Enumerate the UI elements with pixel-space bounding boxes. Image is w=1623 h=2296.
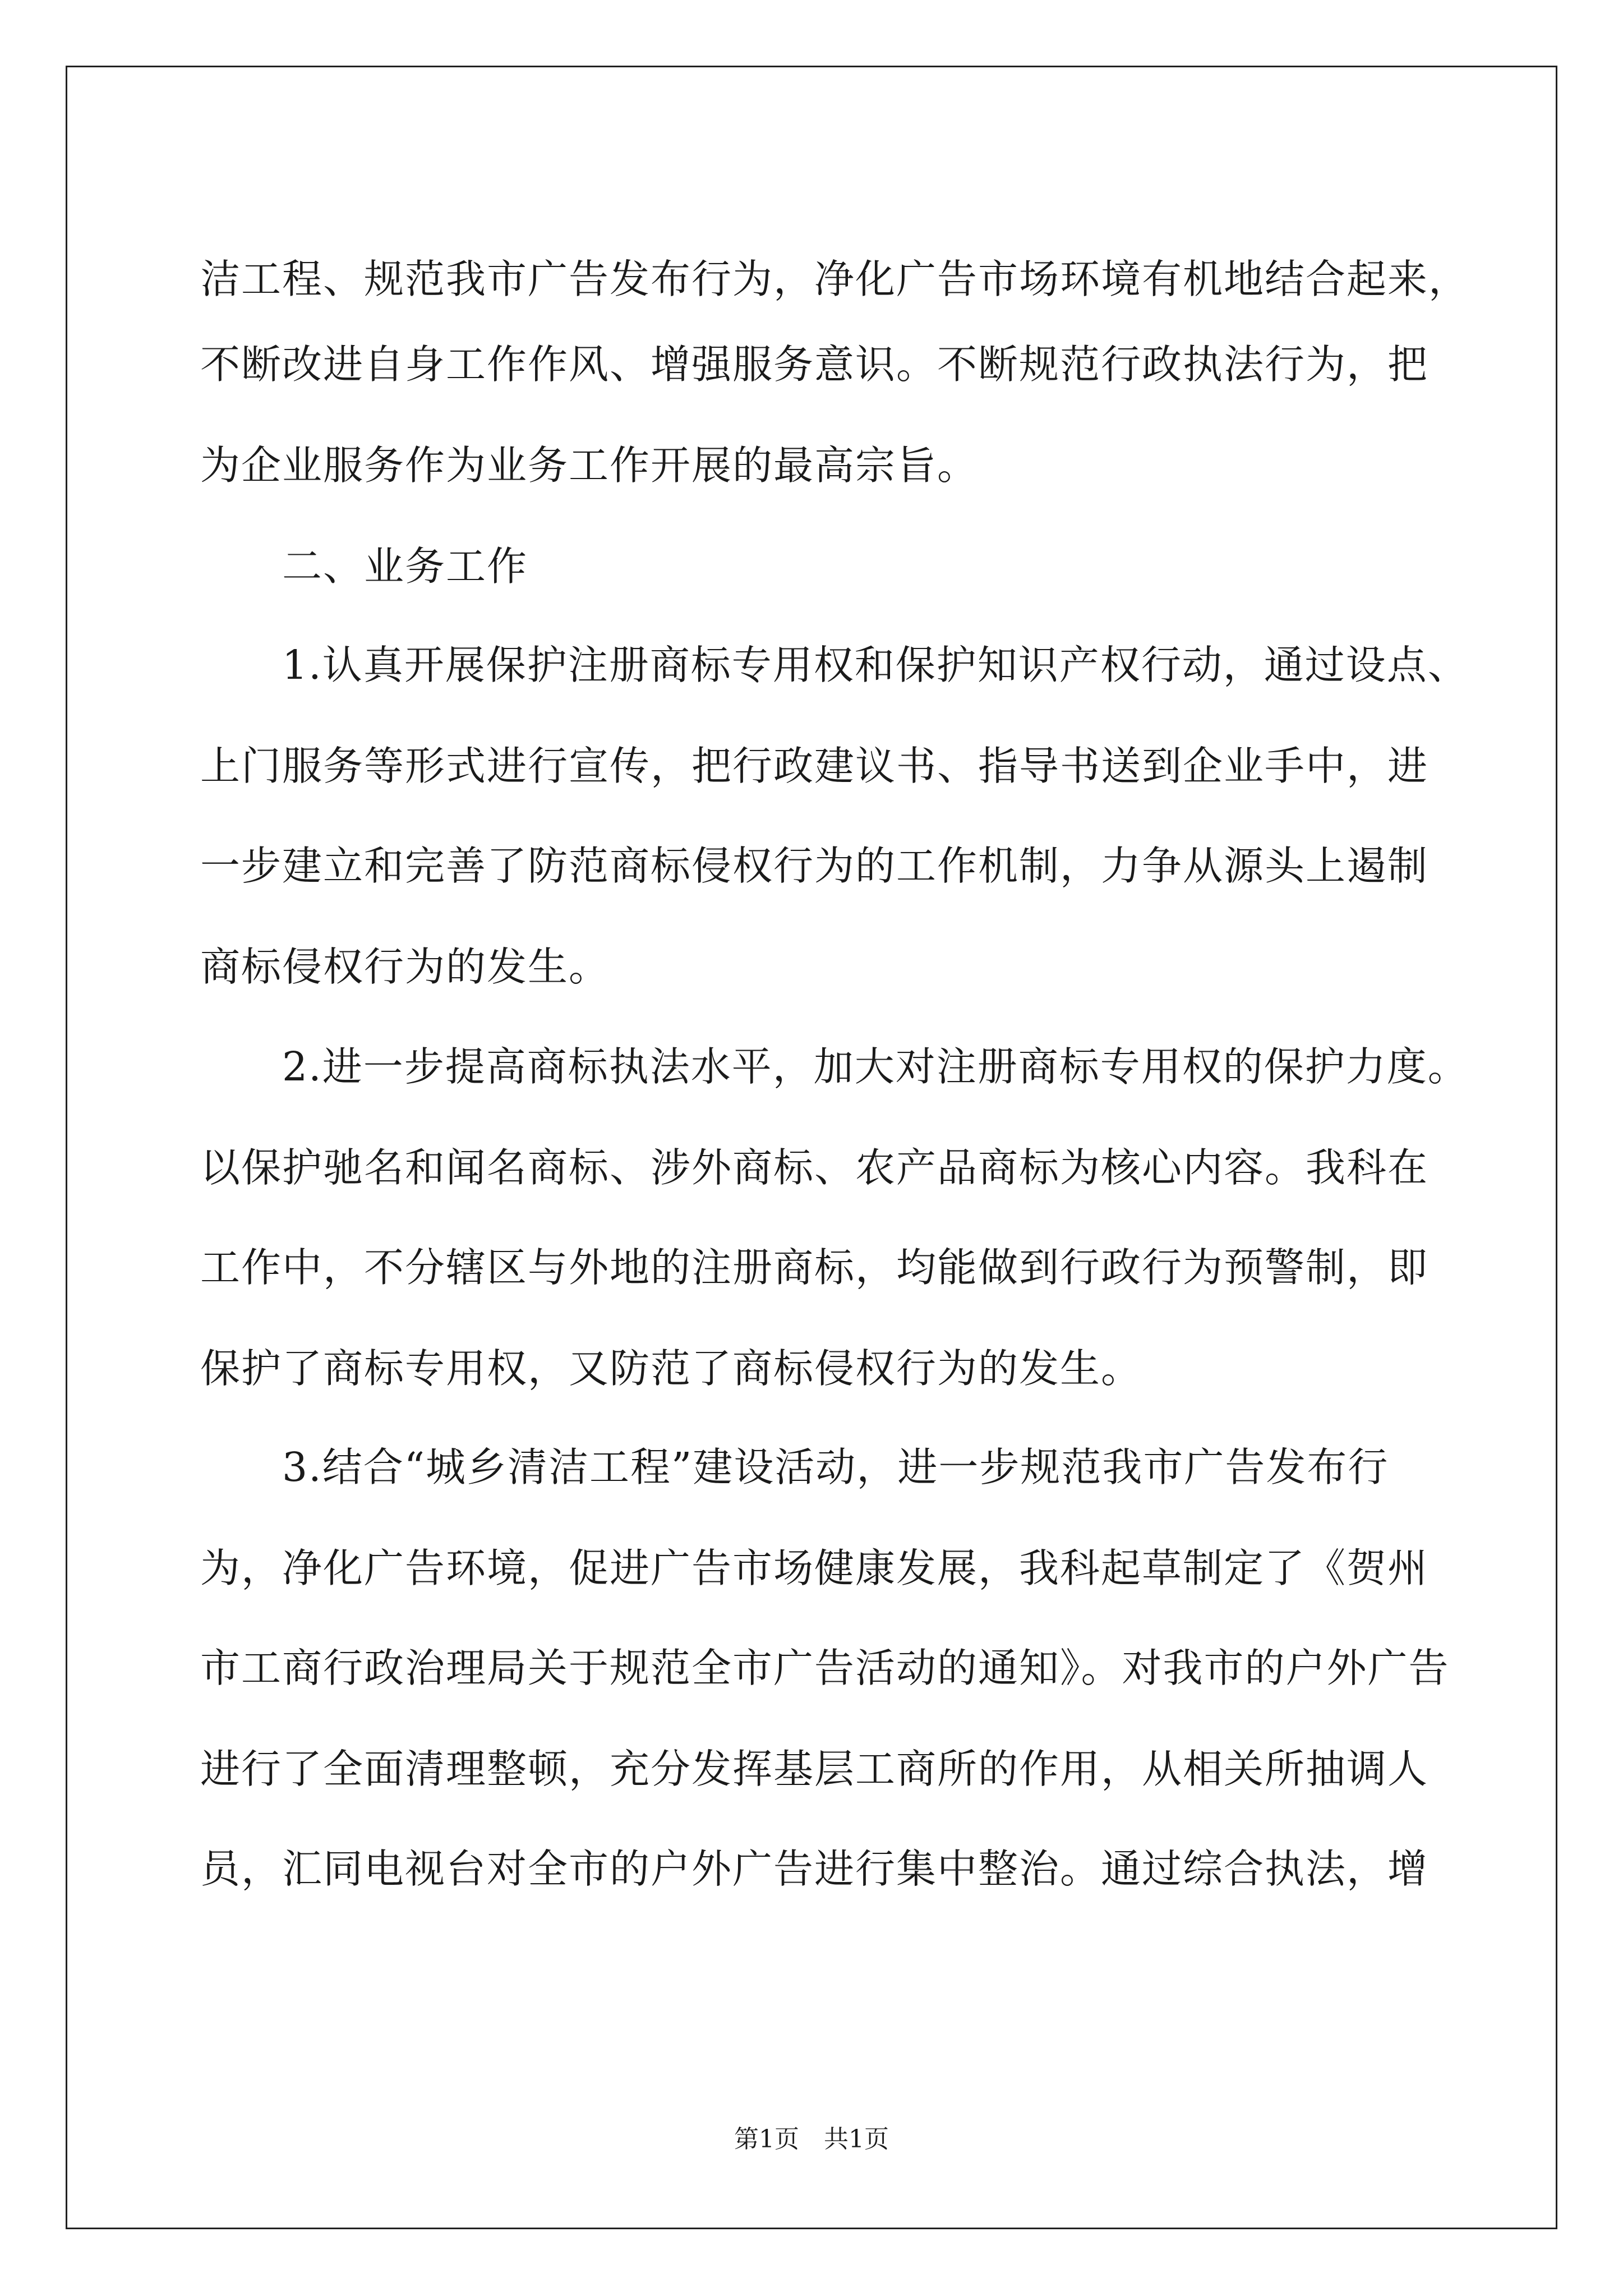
text-line: 以保护驰名和闻名商标、涉外商标、农产品商标为核心内容。我科在 [200,1144,1429,1191]
text-line: 洁工程、规范我市广告发布行为，净化广告市场环境有机地结合起来， [200,256,1470,302]
text-line: 为，净化广告环境，促进广告市场健康发展，我科起草制定了《贺州 [200,1545,1429,1591]
text-line: 3.结合“城乡清洁工程”建设活动，进一步规范我市广告发布行 [200,1444,1389,1490]
text-line: 员，汇同电视台对全市的户外广告进行集中整治。通过综合执法，增 [200,1846,1429,1892]
section-heading: 二、业务工作 [200,543,528,590]
text-line: 1.认真开展保护注册商标专用权和保护知识产权行动，通过设点、 [200,642,1469,688]
text-line: 商标侵权行为的发生。 [200,944,610,990]
text-line: 为企业服务作为业务工作开展的最高宗旨。 [200,442,979,489]
text-line: 一步建立和完善了防范商标侵权行为的工作机制，力争从源头上遏制 [200,843,1429,889]
text-line: 保护了商标专用权，又防范了商标侵权行为的发生。 [200,1345,1142,1392]
text-line: 2.进一步提高商标执法水平，加大对注册商标专用权的保护力度。 [200,1043,1469,1090]
text-line: 市工商行政治理局关于规范全市广告活动的通知》。对我市的户外广告 [200,1645,1450,1691]
text-line: 进行了全面清理整顿，充分发挥基层工商所的作用，从相关所抽调人 [200,1746,1429,1792]
page-number-footer: 第1页 共1页 [734,2125,889,2154]
text-line: 不断改进自身工作作风、增强服务意识。不断规范行政执法行为，把 [200,341,1429,388]
text-line: 上门服务等形式进行宣传，把行政建议书、指导书送到企业手中，进 [200,743,1429,789]
text-line: 工作中，不分辖区与外地的注册商标，均能做到行政行为预警制，即 [200,1244,1429,1291]
